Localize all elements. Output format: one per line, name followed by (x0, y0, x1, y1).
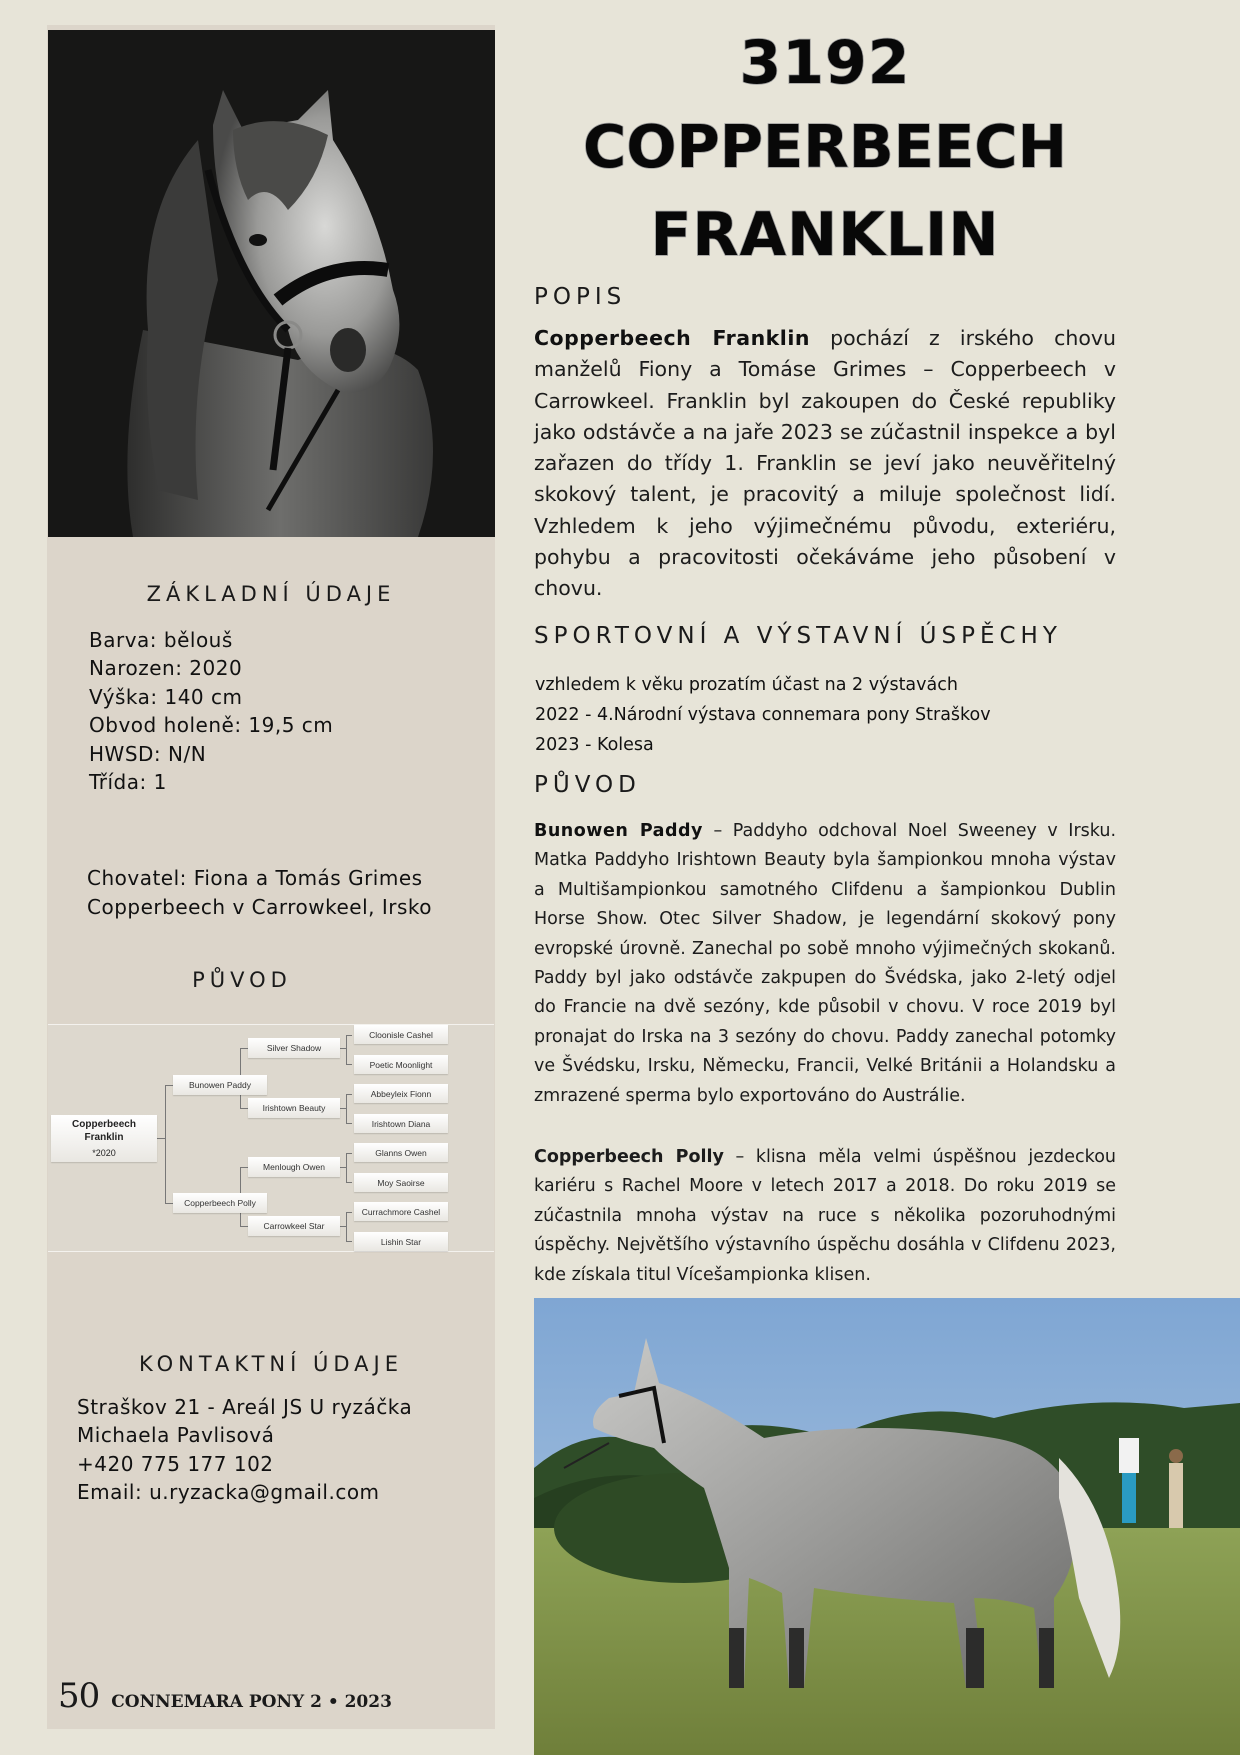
fact-height: Výška: 140 cm (89, 684, 243, 709)
horse-name-line-1: COPPERBEECH (583, 112, 1067, 181)
origin-title: PŮVOD (534, 772, 641, 798)
origin-dam-text: Copperbeech Polly – klisna měla velmi úspěšnou jezdeckou kariéru s Rachel Moore v letech 2017 a 2018. Do roku 2019 se zúčastnila mnoha výstav na ruce s několika pozoruhodnými úspěchy. Největšího výstavního úspěchu dosáhla v Clifdenu 2023, kde získala titul Vícešampionka klisen. (534, 1147, 1116, 1285)
breeder-info (87, 864, 432, 922)
pedigree-great-6: Moy Saoirse (354, 1173, 448, 1192)
basic-info-list (89, 626, 333, 796)
fact-color: Barva: bělouš (89, 628, 233, 652)
basic-info-title: ZÁKLADNÍ ÚDAJE (146, 582, 396, 606)
pedigree-dam-dam: Carrowkeel Star (248, 1216, 340, 1236)
horse-portrait-icon (48, 30, 495, 537)
pedigree-great-2: Poetic Moonlight (354, 1055, 448, 1074)
horse-field-icon (534, 1298, 1240, 1755)
contact-phone[interactable]: +420 775 177 102 (77, 1451, 274, 1476)
contact-name: Michaela Pavlisová (77, 1423, 275, 1448)
success-line-2: 2022 - 4.Národní výstava connemara pony Straškov (535, 705, 991, 725)
origin-dam-name: Copperbeech Polly (534, 1147, 724, 1167)
pedigree-title-left: PŮVOD (192, 968, 292, 992)
description-bold-name: Copperbeech Franklin (534, 326, 810, 350)
pedigree-great-7: Currachmore Cashel (354, 1202, 448, 1221)
origin-sire-name: Bunowen Paddy (534, 821, 703, 841)
pedigree-great-5: Glanns Owen (354, 1143, 448, 1162)
success-list (535, 670, 991, 760)
breeder-line-1: Chovatel: Fiona a Tomás Grimes (87, 866, 423, 890)
fact-class: Třída: 1 (89, 770, 167, 795)
description-title: POPIS (534, 284, 627, 310)
description-text: Copperbeech Franklin pochází z irského chovu manželů Fiony a Tomáse Grimes – Copperbeech v Carrowkeel. Franklin byl zakoupen do České republiky jako odstávče a na jaře 2023 se zúčastnil inspekce a byl zařazen do třídy 1. Franklin se jeví jako neuvěřitelný skokový talent, je pracovitý a miluje společnost lidí. Vzhledem k jeho výjimečnému původu, exteriéru, pohybu a pracovitosti očekáváme jeho působení v chovu. (534, 326, 1117, 601)
pedigree-great-1: Cloonisle Cashel (354, 1025, 448, 1044)
fact-cannon: Obvod holeně: 19,5 cm (89, 713, 334, 738)
page-footer (58, 1676, 392, 1716)
registration-number: 3192 (739, 28, 911, 98)
pedigree-chart (48, 1024, 494, 1252)
pedigree-dam: Copperbeech Polly (173, 1193, 267, 1213)
fact-born: Narozen: 2020 (89, 656, 243, 681)
magazine-title: CONNEMARA PONY 2 • 2023 (111, 1692, 392, 1712)
success-title: SPORTOVNÍ A VÝSTAVNÍ ÚSPĚCHY (534, 623, 1062, 649)
pedigree-great-3: Abbeyleix Fionn (354, 1084, 448, 1103)
pedigree-great-8: Lishin Star (354, 1232, 448, 1251)
pedigree-sire-sire: Silver Shadow (248, 1038, 340, 1058)
breeder-line-2: Copperbeech v Carrowkeel, Irsko (87, 895, 433, 919)
horse-name-line-2: FRANKLIN (650, 200, 1000, 270)
origin-sire-text: Bunowen Paddy – Paddyho odchoval Noel Sweeney v Irsku. Matka Paddyho Irishtown Beauty byla šampionkou mnoha výstav a Multišampionkou samotného Clifdenu a šampionkou Dublin Horse Show. Otec Silver Shadow, je legendární skokový pony evropské úrovně. Zanechal po sobě mnoho výjimečných skokanů. Paddy byl jako odstávče zakpupen do Švédska, jako 2-letý odjel do Francie na dvě sezóny, kde působil v chovu. V roce 2019 byl pronajat do Irska na 3 sezóny do chovu. Paddy zanechal potomky ve Švédsku, Irsku, Německu, Francii, Velké Británii a Holandsku a zmrazené sperma bylo exportováno do Austrálie. (534, 821, 1117, 1106)
pedigree-sire: Bunowen Paddy (173, 1075, 267, 1095)
pedigree-sire-dam: Irishtown Beauty (248, 1098, 340, 1118)
contact-address: Straškov 21 - Areál JS U ryzáčka (77, 1395, 413, 1419)
pedigree-great-4: Irishtown Diana (354, 1114, 448, 1133)
horse-field-image (534, 1298, 1240, 1755)
success-line-1: vzhledem k věku prozatím účast na 2 výstavách (535, 675, 958, 695)
contact-title: KONTAKTNÍ ÚDAJE (139, 1352, 403, 1376)
success-line-3: 2023 - Kolesa (535, 735, 654, 755)
contact-info (77, 1393, 412, 1507)
horse-portrait-image (48, 30, 495, 537)
page-number: 50 (58, 1676, 100, 1716)
pedigree-subject: Copperbeech Franklin *2020 (51, 1115, 157, 1162)
pedigree-dam-sire: Menlough Owen (248, 1157, 340, 1177)
fact-hwsd: HWSD: N/N (89, 741, 207, 766)
contact-email[interactable]: Email: u.ryzacka@gmail.com (77, 1480, 380, 1505)
